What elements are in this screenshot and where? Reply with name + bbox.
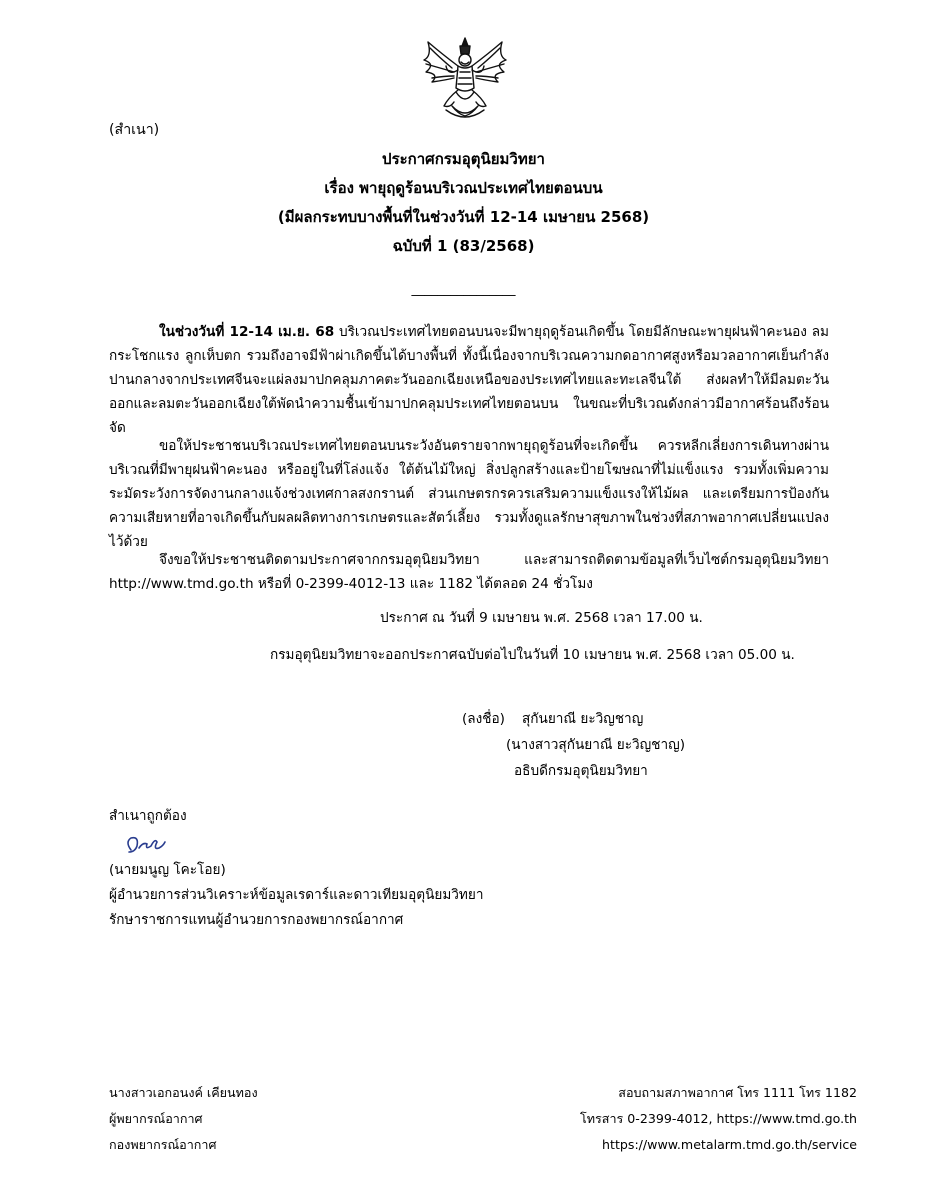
signature-name: สุกันยาณี ยะวิญชาญ [522, 711, 644, 727]
announce-date: ประกาศ ณ วันที่ 9 เมษายน พ.ศ. 2568 เวลา 17.00 น. [380, 610, 703, 626]
paragraph-2 [109, 434, 829, 554]
next-issue-notice: กรมอุตุนิยมวิทยาจะออกประกาศฉบับต่อไปในวันที่ 10 เมษายน พ.ศ. 2568 เวลา 05.00 น. [270, 647, 795, 663]
announcement-issue: ฉบับที่ 1 (83/2568) [392, 237, 535, 255]
forecaster-division: กองพยากรณ์อากาศ [109, 1137, 217, 1152]
paragraph-1-text: บริเวณประเทศไทยตอนบนจะมีพายุฤดูร้อนเกิดขึ้น โดยมีลักษณะพายุฝนฟ้าคะนอง ลมกระโชกแรง ลูกเห็บตก รวมถึงอาจมีฟ้าผ่าเกิดขึ้นได้บางพื้นที่ ทั้งนี้เนื่องจากบริเวณความกดอากาศสูงหรือมวลอากาศเย็นกำลังปานกลางจากประเทศจีนจะแผ่ลงมาปกคลุมภาคตะวันออกเฉียงเหนือของประเทศไทยและทะเลจีนใต้ ส่งผลทำให้มีลมตะวันออกและลมตะวันออกเฉียงใต้พัดนำความชื้นเข้ามาปกคลุมประเทศไทยตอนบน ในขณะที่บริเวณดังกล่าวมีอากาศร้อนถึงร้อนจัด [109, 324, 829, 436]
handwritten-signature-icon [121, 832, 167, 858]
certifier-position-2: รักษาราชการแทนผู้อำนวยการกองพยากรณ์อากาศ [109, 912, 404, 928]
signature-row [462, 706, 685, 732]
paragraph-1-lead: ในช่วงวันที่ 12-14 เม.ย. 68 [159, 324, 335, 340]
contact-metalarm-link[interactable]: https://www.metalarm.tmd.go.th/service [602, 1137, 857, 1152]
certifier-position-1: ผู้อำนวยการส่วนวิเคราะห์ข้อมูลเรดาร์และดาวเทียมอุตุนิยมวิทยา [109, 887, 484, 903]
paragraph-2-text: ขอให้ประชาชนบริเวณประเทศไทยตอนบนระวังอันตรายจากพายุฤดูร้อนที่จะเกิดขึ้น ควรหลีกเลี่ยงการเดินทางผ่านบริเวณที่มีพายุฝนฟ้าคะนอง หรืออยู่ในที่โล่งแจ้ง ใต้ต้นไม้ใหญ่ สิ่งปลูกสร้างและป้ายโฆษณาที่ไม่แข็งแรง รวมทั้งเพิ่มความระมัดระวังการจัดงานกลางแจ้งช่วงเทศกาลสงกรานต์ ส่วนเกษตรกรควรเสริมความแข็งแรงให้ไม้ผล และเตรียมการป้องกันความเสียหายที่อาจเกิดขึ้นกับผลผลิตทางการเกษตรและสัตว์เลี้ยง รวมทั้งดูแลรักษาสุขภาพในช่วงที่สภาพอากาศเปลี่ยนแปลงไว้ด้วย [109, 438, 829, 550]
announcement-title: ประกาศกรมอุตุนิยมวิทยา [382, 150, 545, 168]
paragraph-1 [109, 320, 829, 440]
contact-fax-website: โทรสาร 0-2399-4012, https://www.tmd.go.th [579, 1111, 857, 1126]
copy-label: (สำเนา) [109, 122, 160, 138]
forecaster-name: นางสาวเอกอนงค์ เคียนทอง [109, 1085, 258, 1100]
signatory-position: อธิบดีกรมอุตุนิยมวิทยา [514, 763, 648, 779]
certified-copy-label: สำเนาถูกต้อง [109, 808, 187, 824]
announcement-subject: เรื่อง พายุฤดูร้อนบริเวณประเทศไทยตอนบน [324, 179, 603, 197]
signatory-full-name: (นางสาวสุกันยาณี ยะวิญชาญ) [506, 737, 686, 753]
footer-forecaster [109, 1080, 258, 1158]
title-separator: ________________ [411, 282, 516, 297]
signature-label: (ลงชื่อ) [462, 711, 505, 727]
footer-contact [580, 1080, 857, 1158]
announcement-effect: (มีผลกระทบบางพื้นที่ในช่วงวันที่ 12-14 เมษายน 2568) [277, 208, 650, 226]
signature-block [462, 706, 685, 784]
certification-block [109, 858, 484, 933]
garuda-emblem-icon [418, 36, 512, 122]
title-block [0, 150, 927, 266]
paragraph-3 [109, 548, 829, 596]
forecaster-title: ผู้พยากรณ์อากาศ [109, 1111, 203, 1126]
contact-phone: สอบถามสภาพอากาศ โทร 1111 โทร 1182 [618, 1085, 857, 1100]
paragraph-3-text: จึงขอให้ประชาชนติดตามประกาศจากกรมอุตุนิยมวิทยา และสามารถติดตามข้อมูลที่เว็บไซต์กรมอุตุนิยมวิทยา http://www.tmd.go.th หรือที่ 0-2399-4012-13 และ 1182 ได้ตลอด 24 ชั่วโมง [109, 552, 829, 592]
certifier-name: (นายมนูญ โคะโอย) [109, 862, 226, 878]
